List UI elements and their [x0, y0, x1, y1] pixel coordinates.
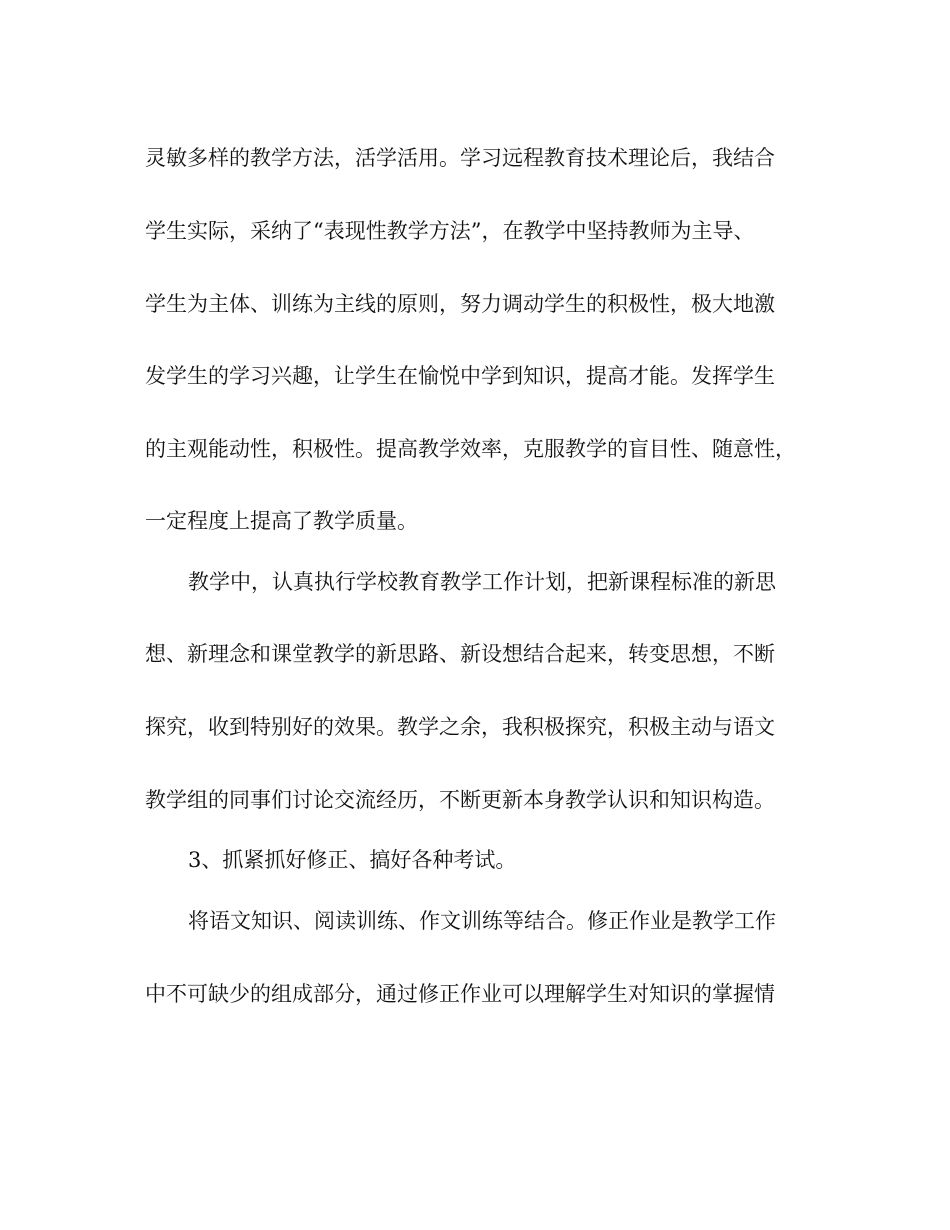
text-line: 学生实际，采纳了“表现性教学方法”，在教学中坚持教师为主导、 — [145, 219, 755, 243]
text-line: 想、新理念和课堂教学的新思路、新设想结合起来，转变思想，不断 — [145, 642, 775, 666]
text-line: 探究，收到特别好的效果。教学之余，我积极探究，积极主动与语文 — [145, 715, 775, 739]
section-heading: 3、抓紧抓好修正、搞好各种考试。 — [188, 848, 517, 872]
text-line: 教学组的同事们讨论交流经历，不断更新本身教学认识和知识构造。 — [145, 788, 775, 812]
text-line: 中不可缺少的组成部分，通过修正作业可以理解学生对知识的掌握情 — [145, 982, 775, 1006]
text-line: 学生为主体、训练为主线的原则，努力调动学生的积极性，极大地激 — [145, 292, 775, 316]
text-line: 发学生的学习兴趣，让学生在愉悦中学到知识，提高才能。发挥学生 — [145, 364, 775, 388]
paragraph-first-line: 将语文知识、阅读训练、作文训练等结合。修正作业是教学工作 — [188, 909, 776, 933]
text-line: 灵敏多样的教学方法，活学活用。学习远程教育技术理论后，我结合 — [145, 146, 775, 170]
text-line: 的主观能动性，积极性。提高教学效率，克服教学的盲目性、随意性， — [145, 437, 796, 461]
paragraph-first-line: 教学中，认真执行学校教育教学工作计划，把新课程标准的新思 — [188, 570, 776, 594]
text-line: 一定程度上提高了教学质量。 — [145, 509, 418, 533]
